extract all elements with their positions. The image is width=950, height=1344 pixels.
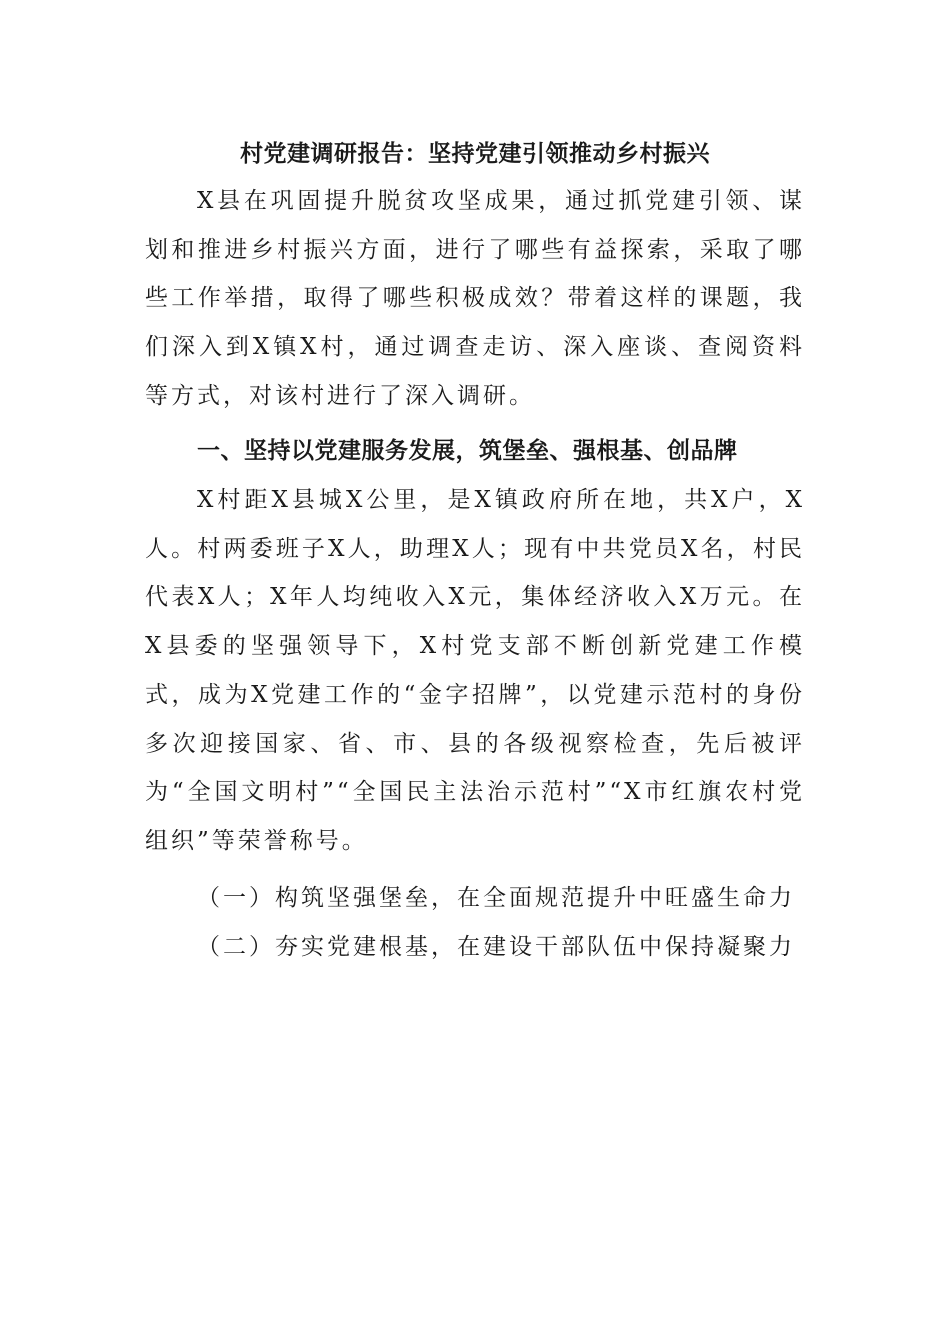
subheading-1: （一）构筑坚强堡垒，在全面规范提升中旺盛生命力: [197, 885, 795, 911]
section-body-paragraph: X村距X县城X公里，是X镇政府所在地，共X户，X人。村两委班子X人，助理X人；现有中共党员X名，村民代表X人；X年人均纯收入X元，集体经济收入X万元。在X县委的坚强领导下，X村党支部不断创新党建工作模式，成为X党建工作的“金字招牌”，以党建示范村的身份多次迎接国家、省、市、县的各级视察检查，先后被评为“全国文明村”“全国民主法治示范村”“X市红旗农村党组织”等荣誉称号。: [145, 487, 805, 854]
intro-paragraph: X县在巩固提升脱贫攻坚成果，通过抓党建引领、谋划和推进乡村振兴方面，进行了哪些有益探索，采取了哪些工作举措，取得了哪些积极成效？带着这样的课题，我们深入到X镇X村，通过调查走访、深入座谈、查阅资料等方式，对该村进行了深入调研。: [145, 188, 805, 409]
document-title: 村党建调研报告：坚持党建引领推动乡村振兴: [240, 141, 710, 167]
subheading-2: （二）夯实党建根基，在建设干部队伍中保持凝聚力: [197, 934, 795, 960]
section-heading: 一、坚持以党建服务发展，筑堡垒、强根基、创品牌: [197, 438, 738, 464]
